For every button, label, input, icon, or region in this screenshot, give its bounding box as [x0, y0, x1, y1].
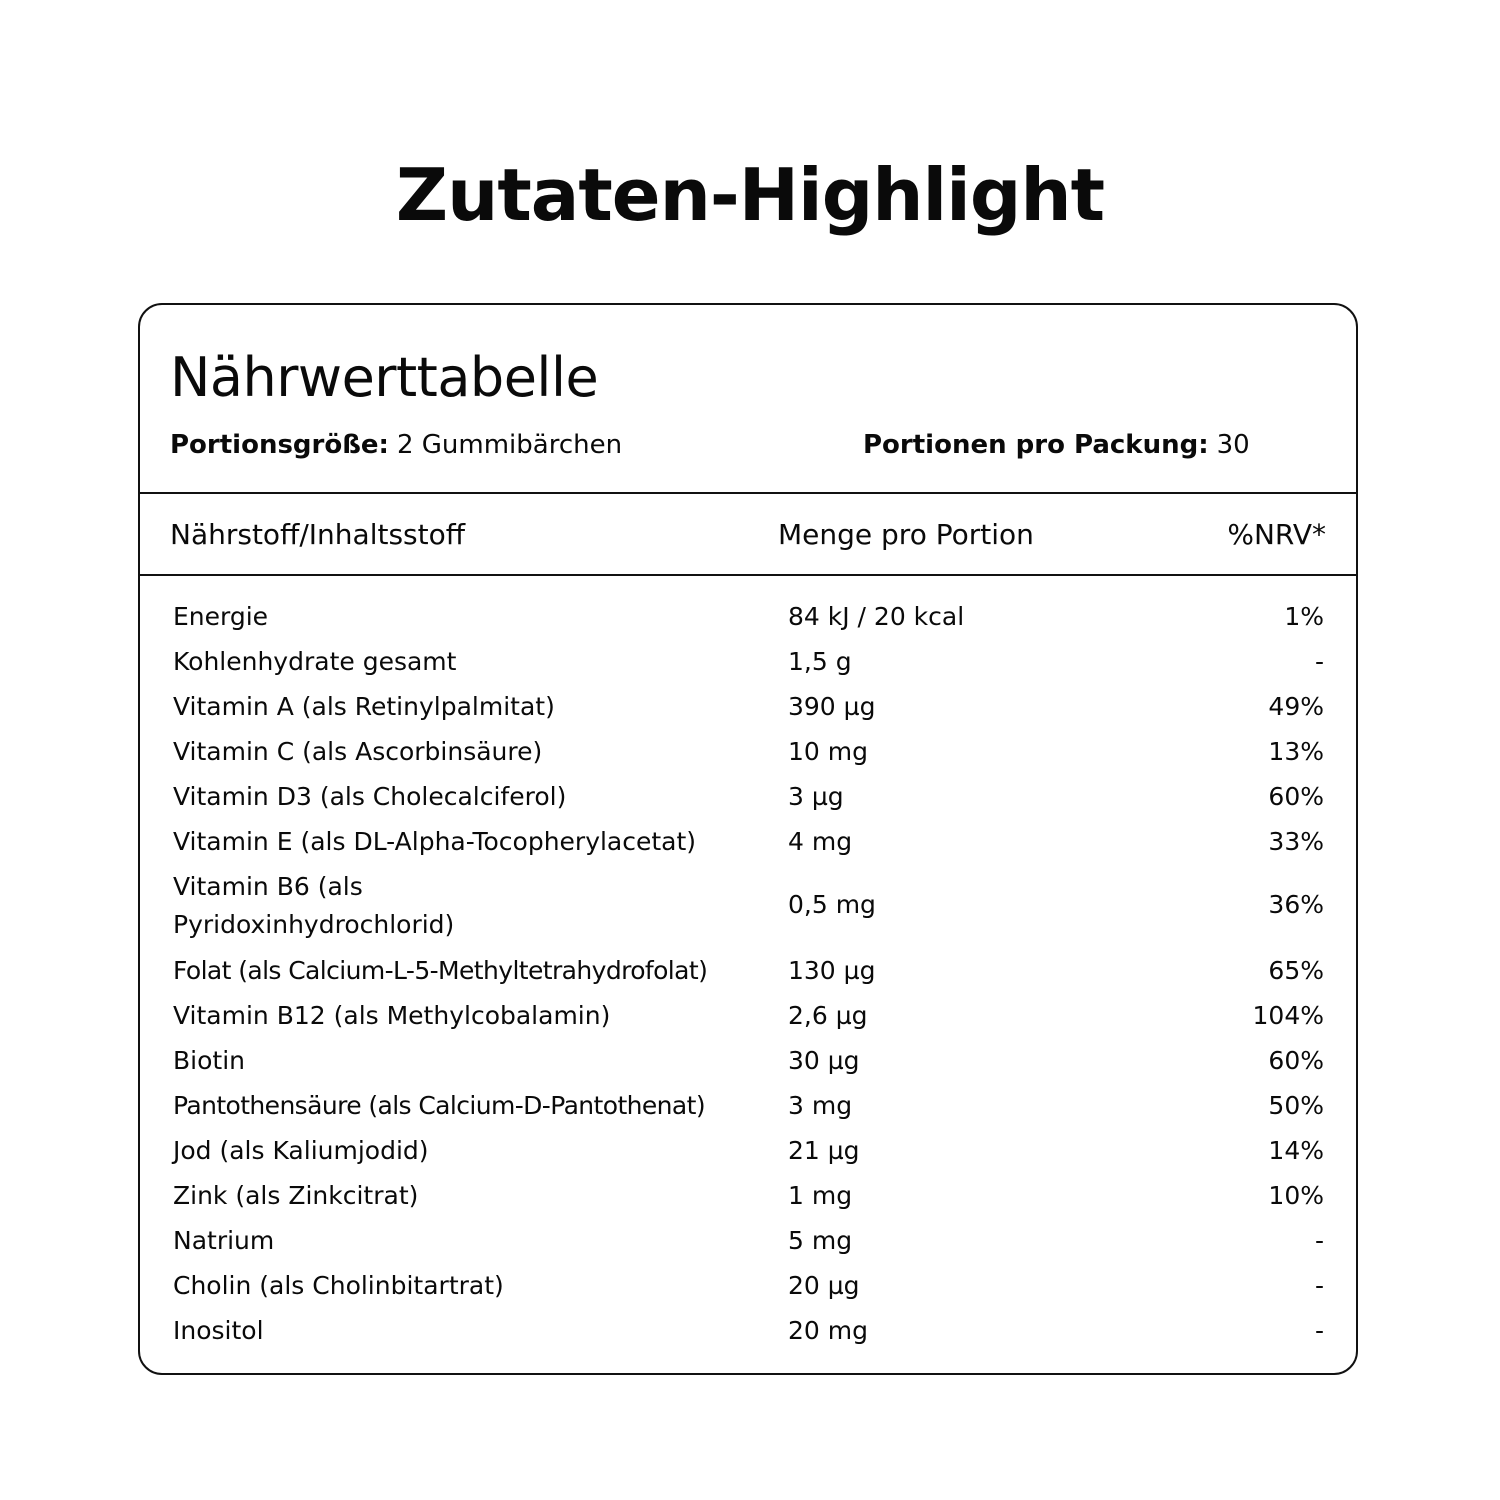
row-amount: 390 µg [788, 692, 876, 721]
row-amount: 0,5 mg [788, 890, 876, 919]
table-body [140, 595, 1356, 1354]
row-nrv: - [1314, 1226, 1324, 1255]
table-header [140, 494, 1356, 576]
card-title: Nährwerttabelle [170, 346, 599, 409]
row-amount: 84 kJ / 20 kcal [788, 602, 965, 631]
table-row [140, 1039, 1356, 1084]
table-row [140, 865, 1356, 949]
serving-size-value: 2 Gummibärchen [396, 430, 623, 460]
row-nutrient: Zink (als Zinkcitrat) [173, 1181, 419, 1210]
row-nrv: 104% [1252, 1001, 1324, 1030]
table-row [140, 994, 1356, 1039]
row-amount: 20 µg [788, 1271, 860, 1300]
table-row [140, 640, 1356, 685]
servings-per-pack-label: Portionen pro Packung: [863, 430, 1209, 460]
page-title: Zutaten-Highlight [395, 153, 1105, 237]
row-nutrient: Vitamin B12 (als Methylcobalamin) [173, 1001, 611, 1030]
table-row [140, 1309, 1356, 1354]
table-row [140, 1084, 1356, 1129]
row-nrv: 13% [1268, 737, 1324, 766]
row-nrv: - [1314, 647, 1324, 676]
row-nrv: 49% [1268, 692, 1324, 721]
row-nutrient: Inositol [173, 1316, 264, 1345]
row-nutrient: Jod (als Kaliumjodid) [173, 1136, 429, 1165]
row-nrv: 10% [1268, 1181, 1324, 1210]
table-row [140, 595, 1356, 640]
servings-per-pack-value: 30 [1216, 430, 1250, 460]
table-row [140, 1264, 1356, 1309]
row-nutrient: Vitamin D3 (als Cholecalciferol) [173, 782, 567, 811]
row-amount: 21 µg [788, 1136, 860, 1165]
row-nutrient: Vitamin C (als Ascorbinsäure) [173, 737, 543, 766]
row-amount: 130 µg [788, 956, 876, 985]
table-row [140, 775, 1356, 820]
row-nrv: 60% [1268, 1046, 1324, 1075]
row-amount: 20 mg [788, 1316, 868, 1345]
row-amount: 5 mg [788, 1226, 853, 1255]
header-nutrient: Nährstoff/Inhaltsstoff [170, 518, 466, 551]
row-nrv: 65% [1268, 956, 1324, 985]
row-amount: 30 µg [788, 1046, 860, 1075]
table-row [140, 685, 1356, 730]
serving-size [170, 427, 622, 463]
row-nutrient: Cholin (als Cholinbitartrat) [173, 1271, 504, 1300]
table-row [140, 949, 1356, 994]
row-amount: 3 mg [788, 1091, 853, 1120]
row-amount: 1 mg [788, 1181, 853, 1210]
row-nutrient: Energie [173, 602, 269, 631]
header-amount: Menge pro Portion [778, 518, 1034, 551]
row-nutrient: Biotin [173, 1046, 245, 1075]
row-nrv: 60% [1268, 782, 1324, 811]
servings-per-pack [863, 427, 1250, 463]
row-amount: 2,6 µg [788, 1001, 868, 1030]
row-nrv: 1% [1284, 602, 1324, 631]
row-nrv: 50% [1268, 1091, 1324, 1120]
row-nrv: 33% [1268, 827, 1324, 856]
row-nrv: - [1314, 1316, 1324, 1345]
serving-size-label: Portionsgröße: [170, 430, 389, 460]
row-nutrient: Kohlenhydrate gesamt [173, 647, 457, 676]
row-amount: 4 mg [788, 827, 853, 856]
row-nutrient: Folat (als Calcium-L-5-Methyltetrahydrofolat) [173, 956, 708, 985]
row-nutrient: Vitamin A (als Retinylpalmitat) [173, 692, 555, 721]
row-nutrient: Vitamin E (als DL-Alpha-Tocopherylacetat) [173, 827, 697, 856]
header-nrv: %NRV* [1227, 518, 1326, 551]
card-header [140, 305, 1356, 494]
table-row [140, 1129, 1356, 1174]
table-row [140, 1219, 1356, 1264]
table-row [140, 730, 1356, 775]
nutrition-card [138, 303, 1358, 1375]
row-nrv: - [1314, 1271, 1324, 1300]
row-nrv: 14% [1268, 1136, 1324, 1165]
table-row [140, 1174, 1356, 1219]
row-nrv: 36% [1268, 890, 1324, 919]
row-amount: 10 mg [788, 737, 868, 766]
table-row [140, 820, 1356, 865]
row-amount: 1,5 g [788, 647, 852, 676]
row-nutrient: Pantothensäure (als Calcium-D-Pantothenat) [173, 1091, 705, 1120]
row-nutrient: Natrium [173, 1226, 275, 1255]
row-nutrient: Vitamin B6 (als Pyridoxinhydrochlorid) [173, 872, 455, 939]
row-amount: 3 µg [788, 782, 844, 811]
